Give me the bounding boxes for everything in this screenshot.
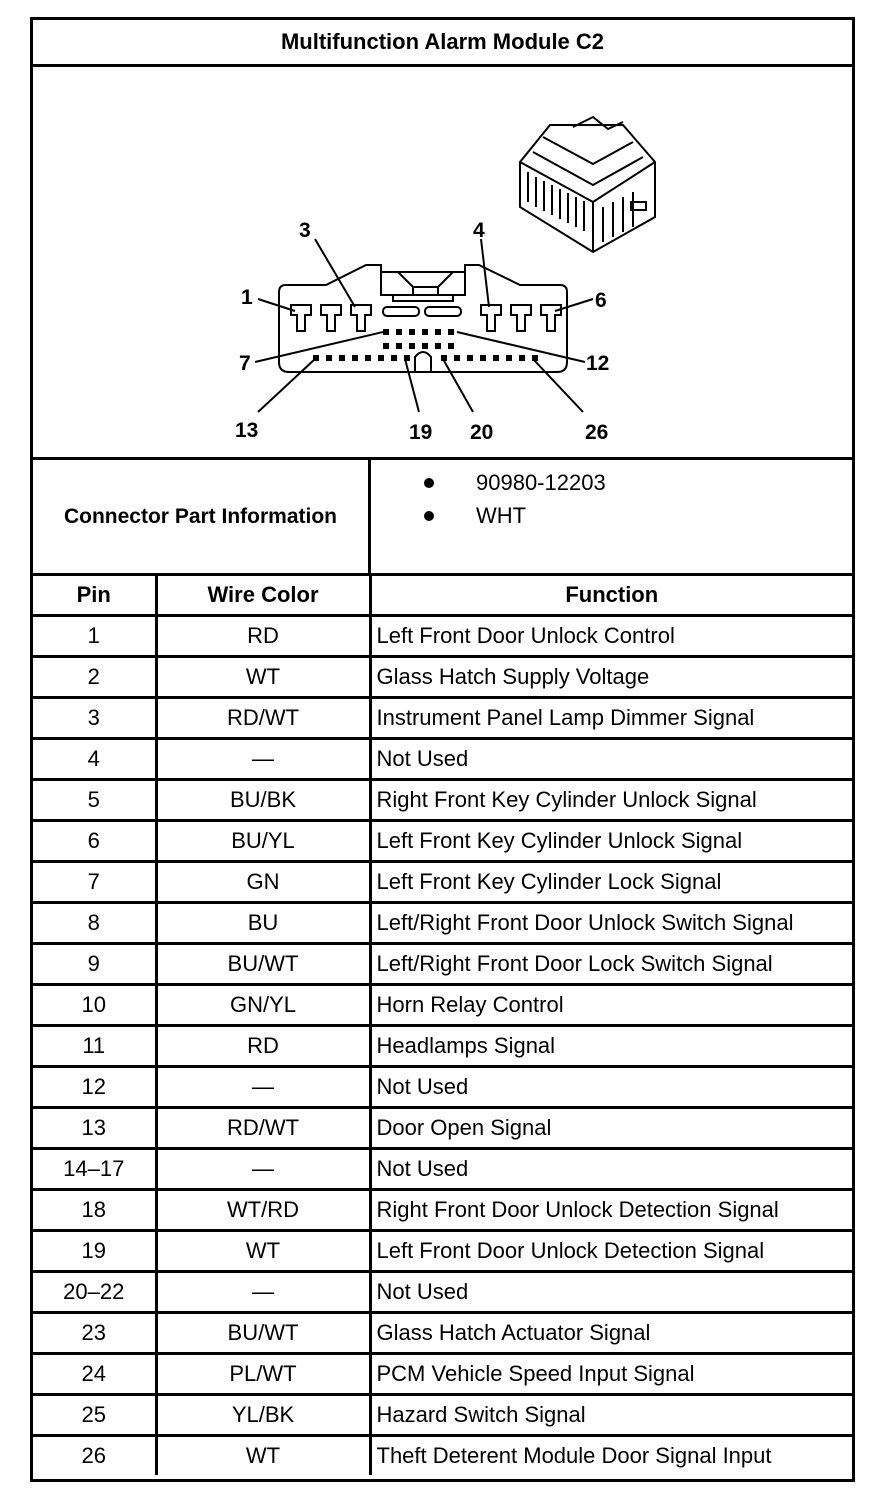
- pin-cell: 9: [33, 944, 156, 985]
- function-cell: Not Used: [370, 1067, 852, 1108]
- table-row: [33, 1108, 852, 1149]
- table-row: [33, 903, 852, 944]
- wire-color-cell: WT: [156, 657, 370, 698]
- table-row: [33, 1354, 852, 1395]
- column-header-wire-color: Wire Color: [156, 576, 370, 616]
- wire-color-cell: BU/WT: [156, 1313, 370, 1354]
- table-row: [33, 1272, 852, 1313]
- pin-cell: 6: [33, 821, 156, 862]
- function-cell: Not Used: [370, 1272, 852, 1313]
- connector-part-label: Connector Part Information: [33, 460, 371, 573]
- table-row: [33, 1067, 852, 1108]
- small-terminals: [313, 329, 538, 361]
- function-cell: Left Front Key Cylinder Lock Signal: [370, 862, 852, 903]
- table-row: [33, 1436, 852, 1476]
- connector-face-drawing: [33, 67, 852, 457]
- pin-cell: 2: [33, 657, 156, 698]
- function-cell: Left/Right Front Door Unlock Switch Signal: [370, 903, 852, 944]
- table-row: [33, 985, 852, 1026]
- wire-color-cell: BU/BK: [156, 780, 370, 821]
- connector-part-list: [371, 460, 852, 573]
- connector-color: WHT: [476, 503, 527, 528]
- wire-color-cell: —: [156, 1067, 370, 1108]
- pin-label-26: 26: [585, 421, 609, 444]
- large-terminals: [291, 295, 561, 331]
- pin-label-7: 7: [239, 352, 251, 375]
- function-cell: Instrument Panel Lamp Dimmer Signal: [370, 698, 852, 739]
- connector-part-information: [33, 460, 852, 576]
- pin-label-3: 3: [299, 219, 311, 242]
- table-row: [33, 1026, 852, 1067]
- pin-cell: 20–22: [33, 1272, 156, 1313]
- table-row: [33, 1313, 852, 1354]
- table-row: [33, 1395, 852, 1436]
- function-cell: PCM Vehicle Speed Input Signal: [370, 1354, 852, 1395]
- table-row: [33, 1231, 852, 1272]
- table-row: [33, 944, 852, 985]
- wire-color-cell: BU: [156, 903, 370, 944]
- function-cell: Hazard Switch Signal: [370, 1395, 852, 1436]
- function-cell: Glass Hatch Actuator Signal: [370, 1313, 852, 1354]
- bullet-icon: [424, 511, 434, 521]
- function-cell: Door Open Signal: [370, 1108, 852, 1149]
- connector-diagram: [33, 67, 852, 460]
- column-header-function: Function: [370, 576, 852, 616]
- wire-color-cell: GN/YL: [156, 985, 370, 1026]
- wire-color-cell: —: [156, 739, 370, 780]
- pin-cell: 7: [33, 862, 156, 903]
- pin-cell: 18: [33, 1190, 156, 1231]
- pin-cell: 10: [33, 985, 156, 1026]
- pin-label-6: 6: [595, 289, 607, 312]
- wire-color-cell: PL/WT: [156, 1354, 370, 1395]
- pin-cell: 4: [33, 739, 156, 780]
- pin-cell: 12: [33, 1067, 156, 1108]
- function-cell: Left Front Door Unlock Control: [370, 616, 852, 657]
- pin-cell: 13: [33, 1108, 156, 1149]
- wire-color-cell: RD/WT: [156, 1108, 370, 1149]
- page-title: Multifunction Alarm Module C2: [33, 20, 852, 67]
- table-row: [33, 657, 852, 698]
- function-cell: Not Used: [370, 1149, 852, 1190]
- function-cell: Glass Hatch Supply Voltage: [370, 657, 852, 698]
- table-row: [33, 739, 852, 780]
- pin-label-13: 13: [235, 419, 259, 442]
- pin-cell: 11: [33, 1026, 156, 1067]
- table-row: [33, 862, 852, 903]
- wire-color-cell: YL/BK: [156, 1395, 370, 1436]
- function-cell: Headlamps Signal: [370, 1026, 852, 1067]
- function-cell: Right Front Key Cylinder Unlock Signal: [370, 780, 852, 821]
- table-row: [33, 1190, 852, 1231]
- table-row: [33, 821, 852, 862]
- pin-cell: 1: [33, 616, 156, 657]
- bullet-icon: [424, 478, 434, 488]
- wire-color-cell: BU/WT: [156, 944, 370, 985]
- table-row: [33, 698, 852, 739]
- table-header-row: [33, 576, 852, 616]
- pin-cell: 24: [33, 1354, 156, 1395]
- pin-table-body: [33, 616, 852, 1476]
- function-cell: Left Front Door Unlock Detection Signal: [370, 1231, 852, 1272]
- function-cell: Horn Relay Control: [370, 985, 852, 1026]
- wire-color-cell: —: [156, 1149, 370, 1190]
- pin-cell: 25: [33, 1395, 156, 1436]
- function-cell: Theft Deterent Module Door Signal Input: [370, 1436, 852, 1476]
- wire-color-cell: RD: [156, 1026, 370, 1067]
- wire-color-cell: WT/RD: [156, 1190, 370, 1231]
- pin-cell: 23: [33, 1313, 156, 1354]
- wire-color-cell: GN: [156, 862, 370, 903]
- function-cell: Right Front Door Unlock Detection Signal: [370, 1190, 852, 1231]
- table-row: [33, 780, 852, 821]
- wire-color-cell: —: [156, 1272, 370, 1313]
- table-row: [33, 1149, 852, 1190]
- pin-label-4: 4: [473, 219, 485, 242]
- column-header-pin: Pin: [33, 576, 156, 616]
- wire-color-cell: WT: [156, 1231, 370, 1272]
- pin-cell: 26: [33, 1436, 156, 1476]
- pin-label-19: 19: [409, 421, 433, 444]
- pin-label-12: 12: [586, 352, 610, 375]
- pin-table: [33, 576, 852, 1475]
- wire-color-cell: BU/YL: [156, 821, 370, 862]
- wire-color-cell: WT: [156, 1436, 370, 1476]
- function-cell: Not Used: [370, 739, 852, 780]
- table-row: [33, 616, 852, 657]
- wire-color-cell: RD/WT: [156, 698, 370, 739]
- connector-sheet: [30, 17, 855, 1482]
- wire-color-cell: RD: [156, 616, 370, 657]
- pin-cell: 8: [33, 903, 156, 944]
- pin-cell: 19: [33, 1231, 156, 1272]
- part-number: 90980-12203: [476, 470, 606, 495]
- connector-sketch-icon: [520, 117, 655, 252]
- pin-label-20: 20: [470, 421, 494, 444]
- pin-cell: 5: [33, 780, 156, 821]
- function-cell: Left/Right Front Door Lock Switch Signal: [370, 944, 852, 985]
- pin-cell: 14–17: [33, 1149, 156, 1190]
- function-cell: Left Front Key Cylinder Unlock Signal: [370, 821, 852, 862]
- pin-cell: 3: [33, 698, 156, 739]
- pin-label-1: 1: [241, 286, 253, 309]
